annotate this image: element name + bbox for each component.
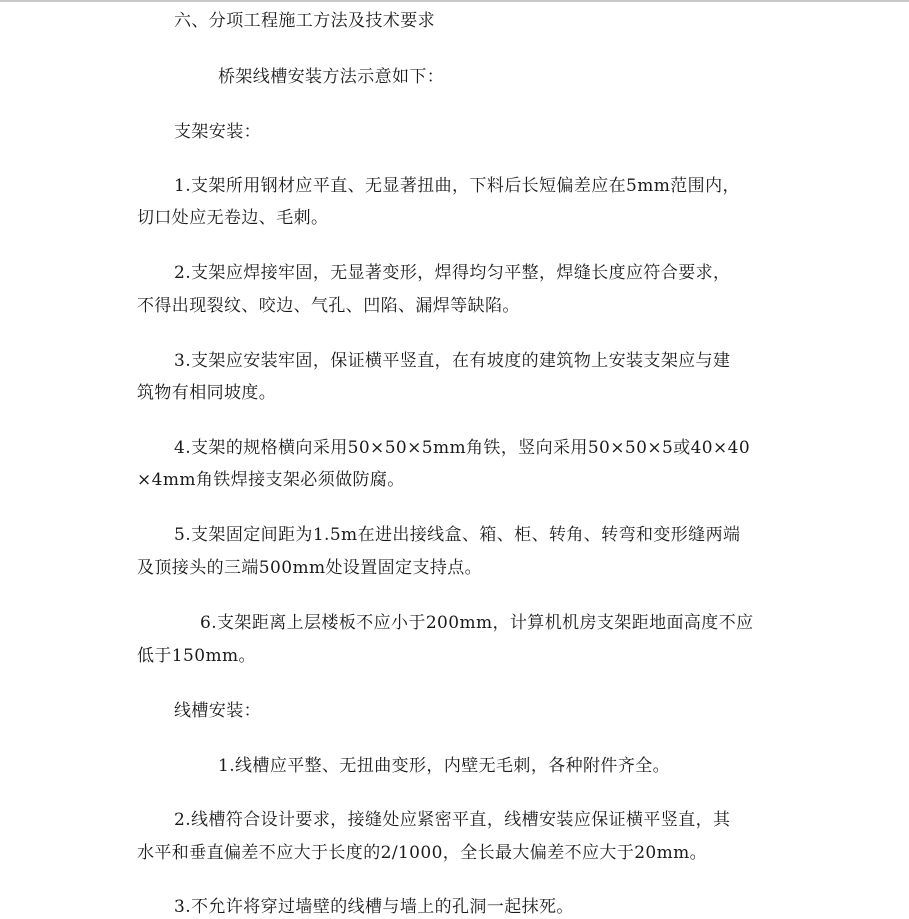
bracket-item-1-line-2: 切口处应无卷边、毛刺。 xyxy=(137,208,329,228)
bracket-item-4-line-1: 4.支架的规格横向采用50×50×5mm角铁，竖向采用50×50×5或40×40 xyxy=(174,438,751,458)
trunking-item-2-line-2: 水平和垂直偏差不应大于长度的2/1000，全长最大偏差不应大于20mm。 xyxy=(137,843,708,863)
bracket-item-2-line-2: 不得出现裂纹、咬边、气孔、凹陷、漏焊等缺陷。 xyxy=(137,296,520,316)
trunking-item-3-line-1: 3.不允许将穿过墙壁的线槽与墙上的孔洞一起抹死。 xyxy=(174,897,574,917)
bracket-section-title: 支架安装： xyxy=(174,122,261,142)
trunking-section-title: 线槽安装： xyxy=(174,701,261,721)
bracket-item-6-line-1: 6.支架距离上层楼板不应小于200mm，计算机机房支架距地面高度不应 xyxy=(200,613,754,633)
bracket-item-3-line-2: 筑物有相同坡度。 xyxy=(137,383,277,403)
bracket-item-2-line-1: 2.支架应焊接牢固，无显著变形，焊得均匀平整，焊缝长度应符合要求， xyxy=(174,263,731,283)
bracket-item-4-line-2: ×4mm角铁焊接支架必须做防腐。 xyxy=(137,470,405,490)
trunking-item-1-line-1: 1.线槽应平整、无扭曲变形，内壁无毛刺，各种附件齐全。 xyxy=(218,756,671,776)
bracket-item-5-line-2: 及顶接头的三端500mm处设置固定支持点。 xyxy=(137,558,483,578)
section-heading: 六、分项工程施工方法及技术要求 xyxy=(174,11,435,31)
trunking-item-2-line-1: 2.线槽符合设计要求，接缝处应紧密平直，线槽安装应保证横平竖直，其 xyxy=(174,810,731,830)
intro-line: 桥架线槽安装方法示意如下： xyxy=(218,67,445,87)
bracket-item-6-line-2: 低于150mm。 xyxy=(137,646,256,666)
bracket-item-3-line-1: 3.支架应安装牢固，保证横平竖直，在有坡度的建筑物上安装支架应与建 xyxy=(174,351,731,371)
bracket-item-1-line-1: 1.支架所用钢材应平直、无显著扭曲，下料后长短偏差应在5mm范围内， xyxy=(174,176,740,196)
bracket-item-5-line-1: 5.支架固定间距为1.5m在进出接线盒、箱、柜、转角、转弯和变形缝两端 xyxy=(174,525,741,545)
